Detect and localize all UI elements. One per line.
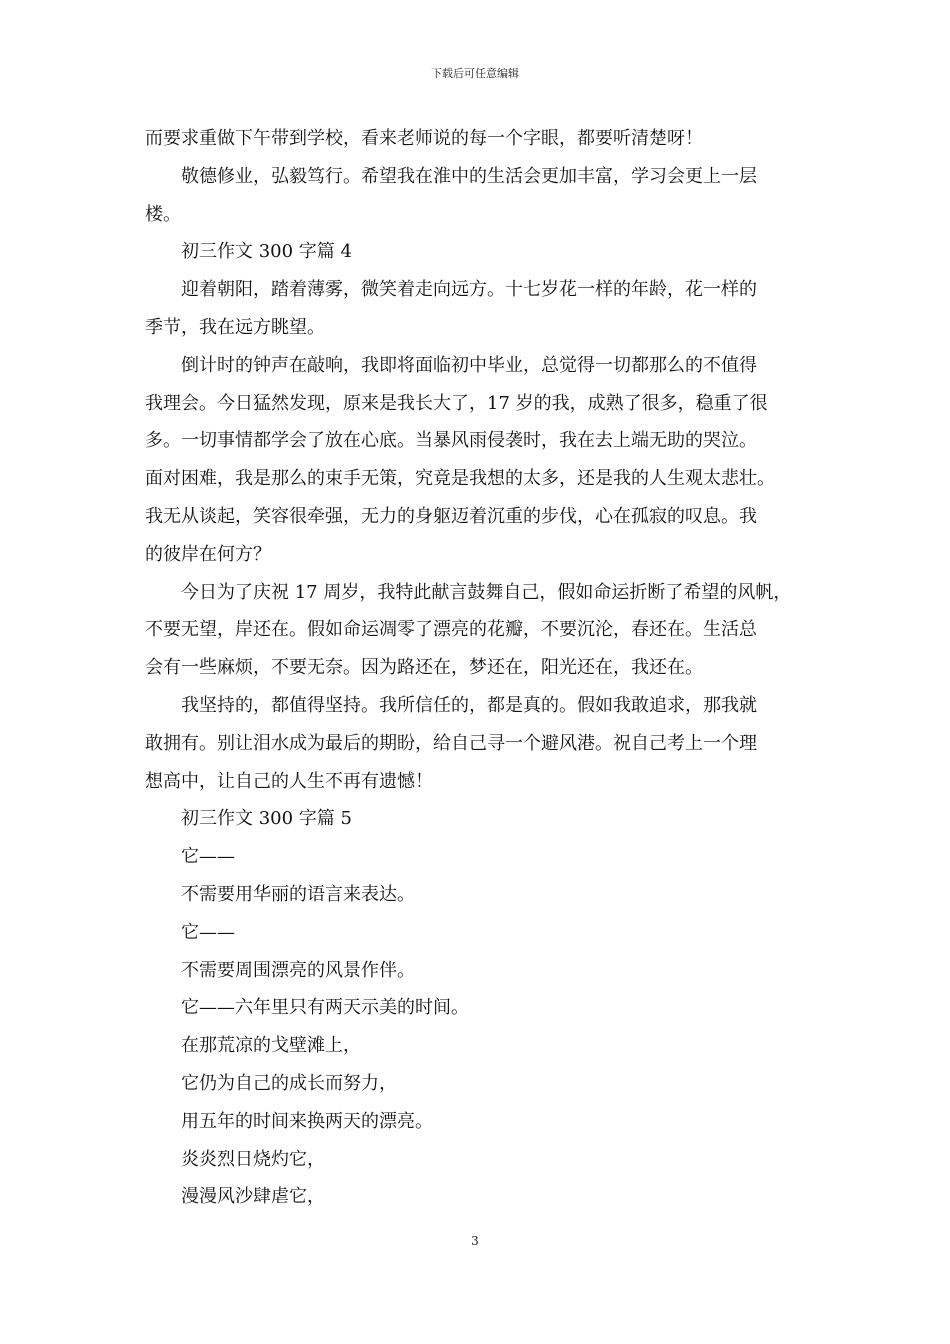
- text-line: 的彼岸在何方？: [145, 543, 271, 565]
- text-line: 而要求重做下午带到学校，看来老师说的每一个字眼，都要听清楚呀！: [145, 128, 703, 149]
- text-line: 会有一些麻烦，不要无奈。因为路还在，梦还在，阳光还在，我还在。: [145, 657, 703, 679]
- text-line: 不需要周围漂亮的风景作伴。: [181, 959, 415, 981]
- text-line: 敢拥有。别让泪水成为最后的期盼，给自己寻一个避风港。祝自己考上一个理: [145, 732, 757, 754]
- text-line: 漫漫风沙肆虐它，: [181, 1186, 325, 1208]
- text-line: 用五年的时间来换两天的漂亮。: [181, 1110, 433, 1132]
- text-line: 它——六年里只有两天示美的时间。: [181, 997, 469, 1019]
- text-line: 敬德修业，弘毅笃行。希望我在淮中的生活会更加丰富，学习会更上一层: [181, 165, 757, 187]
- page-number: 3: [471, 1234, 479, 1248]
- text-line: 它——: [181, 921, 235, 943]
- text-line: 初三作文 300 字篇 4: [181, 241, 352, 263]
- text-line: 在那荒凉的戈壁滩上，: [181, 1035, 361, 1057]
- text-line: 它仍为自己的成长而努力，: [181, 1072, 397, 1094]
- text-line: 倒计时的钟声在敲响，我即将面临初中毕业，总觉得一切都那么的不值得: [181, 354, 757, 376]
- text-line: 我坚持的，都值得坚持。我所信任的，都是真的。假如我敢追求，那我就: [181, 694, 757, 716]
- text-line: 今日为了庆祝 17 周岁，我特此献言鼓舞自己，假如命运折断了希望的风帆，: [181, 581, 792, 603]
- document-body: [145, 120, 807, 1216]
- text-line: 想高中，让自己的人生不再有遗憾！: [145, 770, 433, 792]
- text-line: 多。一切事情都学会了放在心底。当暴风雨侵袭时，我在去上端无助的哭泣。: [145, 430, 757, 452]
- text-line: 初三作文 300 字篇 5: [181, 808, 352, 830]
- text-line: 它——: [181, 846, 235, 868]
- text-line: 我无从谈起，笑容很牵强，无力的身躯迈着沉重的步伐，心在孤寂的叹息。我: [145, 505, 757, 527]
- text-line: 不需要用华丽的语言来表达。: [181, 883, 415, 905]
- text-line: 不要无望，岸还在。假如命运凋零了漂亮的花瓣，不要沉沦，春还在。生活总: [145, 619, 757, 641]
- page-header: 下载后可任意编辑: [431, 67, 519, 80]
- text-line: 季节，我在远方眺望。: [145, 316, 325, 338]
- text-line: 我理会。今日猛然发现，原来是我长大了，17 岁的我，成熟了很多，稳重了很: [145, 392, 768, 414]
- text-line: 楼。: [145, 203, 181, 225]
- text-line: 迎着朝阳，踏着薄雾，微笑着走向远方。十七岁花一样的年龄，花一样的: [181, 279, 757, 301]
- text-line: 炎炎烈日烧灼它，: [181, 1148, 325, 1170]
- text-line: 面对困难，我是那么的束手无策，究竟是我想的太多，还是我的人生观太悲壮。: [145, 468, 775, 490]
